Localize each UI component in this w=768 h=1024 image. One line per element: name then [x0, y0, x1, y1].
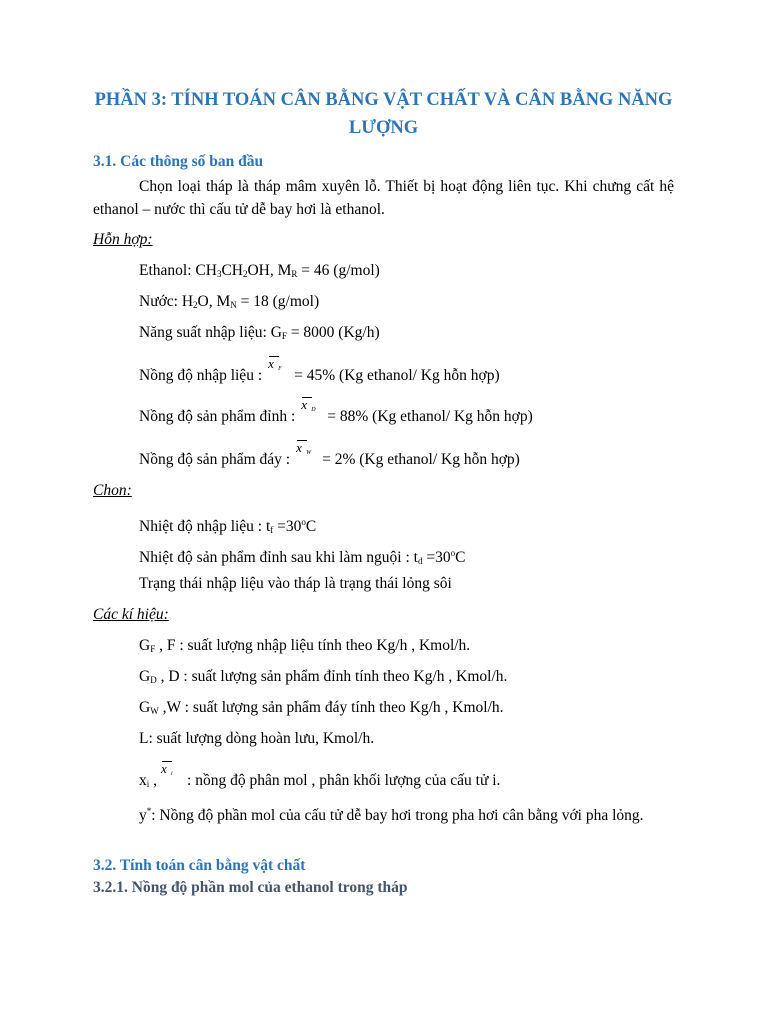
- feed-concentration-line: Nồng độ nhập liệu : x F = 45% (Kg ethanol/ Kg hỗn hợp): [139, 356, 500, 384]
- x-bar-symbol: x F: [268, 356, 282, 373]
- ystar-text: y*: Nồng độ phần mol của cấu tử dễ bay hơi trong pha hơi cân bằng với pha lỏng.: [139, 806, 644, 824]
- symbol-ystar-paragraph: [93, 800, 674, 827]
- water-line: Nước: $H_2O$, $M_N = 18$ (g/mol): [139, 293, 320, 310]
- mixture-label: Hỗn hợp:: [93, 231, 153, 248]
- top-concentration-line: Nồng độ sản phẩm đỉnh : x D = 88% (Kg ethanol/ Kg hỗn hợp): [139, 397, 533, 425]
- section-3-2-heading: 3.2. Tính toán cân bằng vật chất: [93, 857, 306, 874]
- bottom-concentration-line: Nồng độ sản phẩm đáy : x W = 2% (Kg ethanol/ Kg hỗn hợp): [139, 440, 520, 468]
- feed-rate-line: Năng suất nhập liệu: $G_F = 8000$ (Kg/h): [139, 324, 380, 341]
- x-bar-symbol: x W: [296, 440, 312, 457]
- chosen-label: Chon:: [93, 482, 132, 499]
- symbol-xi-line: $x_i$ , x i : nồng độ phân mol , phân khối lượng của cấu tử i.: [139, 761, 501, 789]
- symbol-gf-line: $G_F$ , F : suất lượng nhập liệu tính theo Kg/h , Kmol/h.: [139, 637, 471, 654]
- intro-text: Chọn loại tháp là tháp mâm xuyên lỗ. Thiết bị hoạt động liên tục. Khi chưng cất hệ ethanol – nước thì cấu tử dễ bay hơi là ethanol.: [93, 178, 674, 218]
- x-bar-symbol: x i: [161, 761, 173, 778]
- page-title: PHẦN 3: TÍNH TOÁN CÂN BẰNG VẬT CHẤT VÀ CÂN BẰNG NĂNG LƯỢNG: [94, 90, 673, 138]
- feed-state-line: Trạng thái nhập liệu vào tháp là trạng thái lỏng sôi: [139, 575, 452, 592]
- symbol-l-line: L: suất lượng dòng hoàn lưu, Kmol/h.: [139, 730, 375, 747]
- section-3-1-heading: 3.1. Các thông số ban đầu: [93, 153, 264, 170]
- ethanol-line: Ethanol: $CH_3CH_2OH$, $M_R = 46$ (g/mol): [139, 262, 380, 279]
- intro-paragraph: [93, 175, 674, 221]
- feed-temperature-line: Nhiệt độ nhập liệu : $t_f =30^oC$: [139, 517, 317, 535]
- symbol-gd-line: $G_D$ , D : suất lượng sản phẩm đỉnh tính theo Kg/h , Kmol/h.: [139, 668, 508, 685]
- x-bar-symbol: x D: [301, 397, 316, 414]
- top-temperature-line: Nhiệt độ sản phẩm đỉnh sau khi làm nguội : $t_d =30^oC$: [139, 548, 466, 566]
- section-3-2-1-heading: 3.2.1. Nồng độ phần mol của ethanol trong tháp: [93, 879, 408, 896]
- symbol-gw-line: $G_W$ ,W : suất lượng sản phẩm đáy tính theo Kg/h , Kmol/h.: [139, 699, 504, 716]
- symbols-label: Các kí hiệu:: [93, 606, 169, 623]
